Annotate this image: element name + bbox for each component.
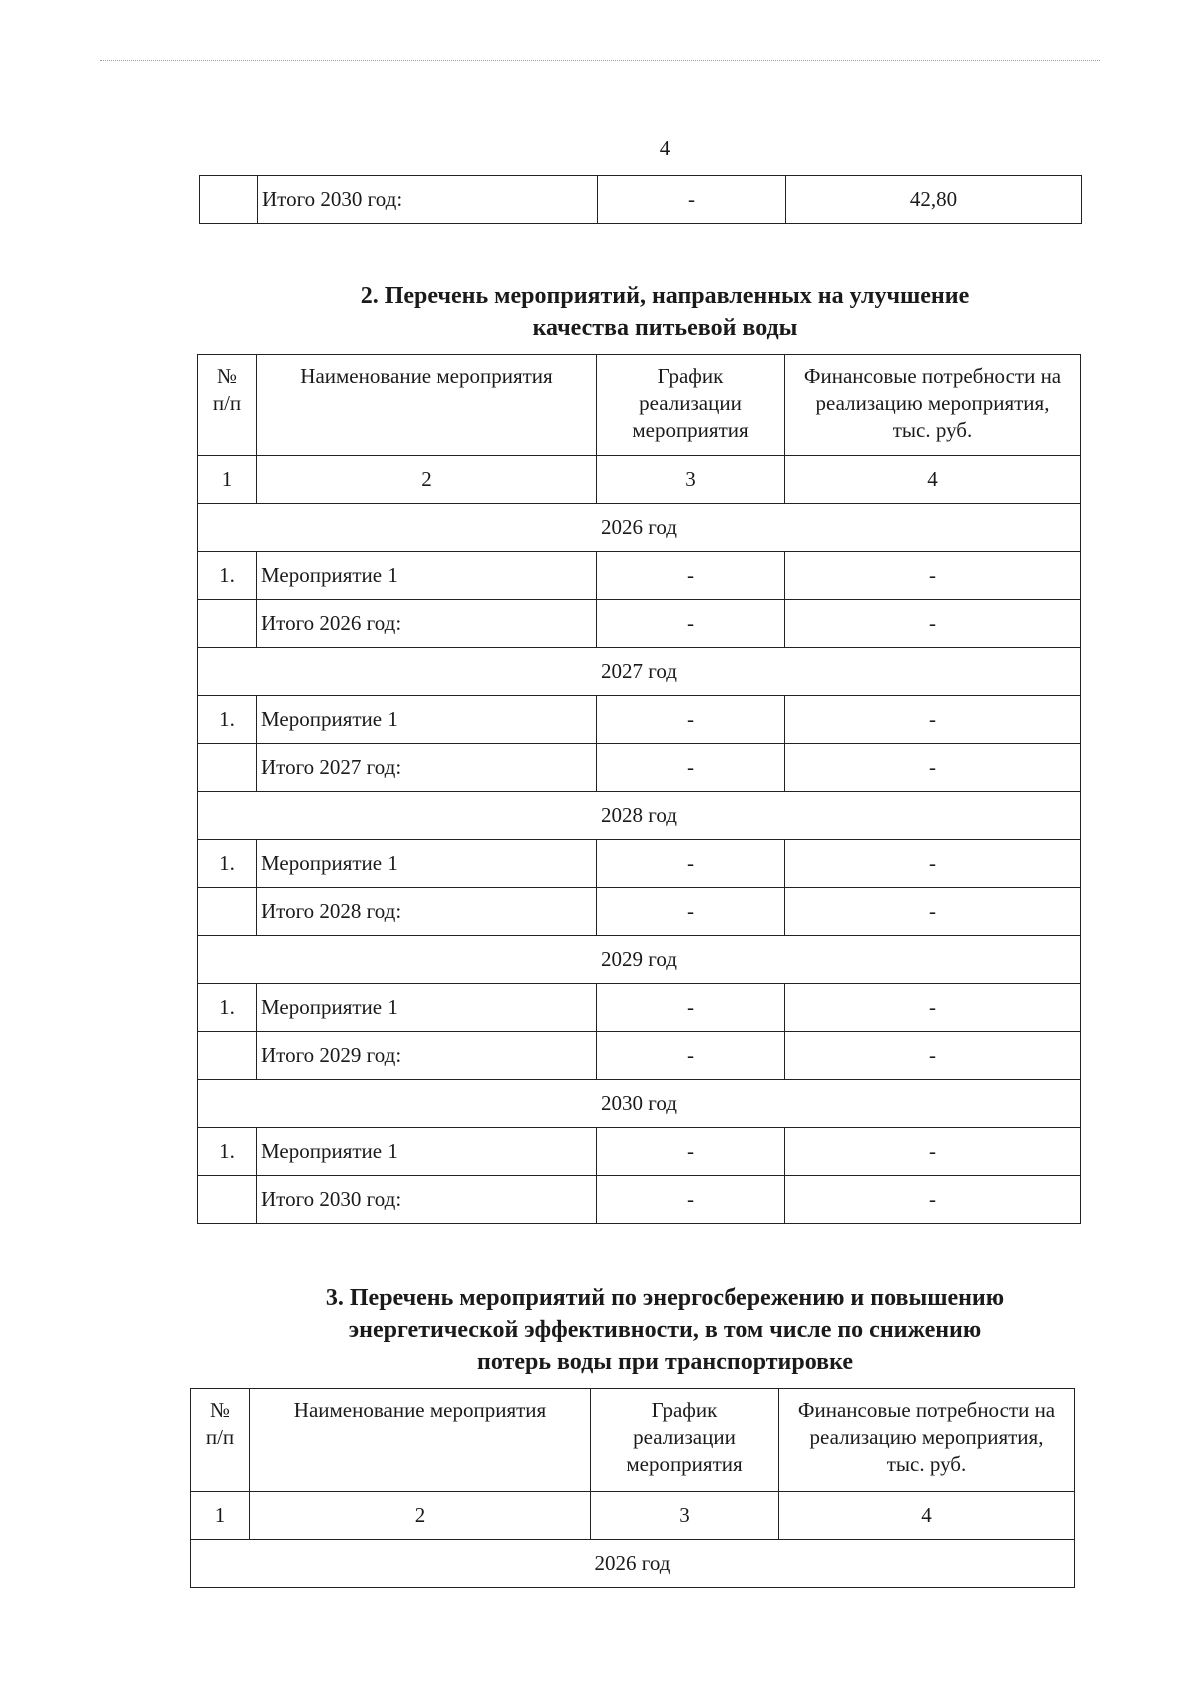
cell-no: 1. — [198, 984, 257, 1032]
cell-finance: - — [785, 888, 1081, 936]
column-number: 2 — [250, 1492, 591, 1540]
table-header-row — [191, 1389, 1075, 1492]
cell-finance: 42,80 — [786, 176, 1082, 224]
page-number: 4 — [659, 136, 671, 160]
year-label: 2028 год — [198, 792, 1081, 840]
total-row — [198, 1032, 1081, 1080]
column-number: 3 — [597, 456, 785, 504]
cell-no: 1. — [198, 696, 257, 744]
section2-title-line2: качества питьевой воды — [532, 315, 798, 341]
cell-no — [200, 176, 258, 224]
cell-name: Мероприятие 1 — [257, 696, 597, 744]
cell-schedule: - — [597, 984, 785, 1032]
year-label: 2030 год — [198, 1080, 1081, 1128]
total-label: Итого 2028 год: — [257, 888, 597, 936]
cell-schedule: - — [597, 1032, 785, 1080]
cell-schedule: - — [597, 600, 785, 648]
cell-name: Мероприятие 1 — [257, 552, 597, 600]
column-number-row — [198, 456, 1081, 504]
header-schedule-line3: мероприятия — [632, 418, 749, 442]
year-row-2028 — [198, 792, 1081, 840]
header-no-line2: п/п — [205, 1425, 235, 1449]
column-number: 4 — [779, 1492, 1075, 1540]
total-row — [198, 744, 1081, 792]
cell-schedule: - — [598, 176, 786, 224]
section2-title-line1: 2. Перечень мероприятий, направленных на улучшение — [360, 283, 970, 309]
year-row-2026 — [198, 504, 1081, 552]
cell-no: 1. — [198, 1128, 257, 1176]
cell-no: 1. — [198, 552, 257, 600]
section3-title — [0, 1282, 1200, 1378]
scan-edge-line — [100, 60, 1100, 61]
section3-title-line3: потерь воды при транспортировке — [477, 1349, 853, 1375]
header-schedule — [591, 1389, 779, 1492]
year-label: 2026 год — [198, 504, 1081, 552]
table-row — [198, 840, 1081, 888]
year-label: 2026 год — [191, 1540, 1075, 1588]
year-row-2027 — [198, 648, 1081, 696]
section3-title-line1: 3. Перечень мероприятий по энергосбережению и повышению — [325, 1285, 1005, 1311]
cell-no — [198, 744, 257, 792]
header-schedule — [597, 355, 785, 456]
carryover-table — [199, 175, 1082, 224]
cell-finance: - — [785, 840, 1081, 888]
cell-schedule: - — [597, 1128, 785, 1176]
section3-table — [190, 1388, 1075, 1588]
total-row — [198, 600, 1081, 648]
header-finance-line2: реализацию мероприятия, — [809, 1425, 1044, 1449]
section3-title-line2: энергетической эффективности, в том числе по снижению — [348, 1317, 982, 1343]
cell-no — [198, 1176, 257, 1224]
header-no-line1: № — [209, 1398, 231, 1422]
cell-finance: - — [785, 696, 1081, 744]
cell-schedule: - — [597, 1176, 785, 1224]
table-row — [198, 1128, 1081, 1176]
table-row — [198, 552, 1081, 600]
header-finance-line3: тыс. руб. — [892, 418, 973, 442]
table-row — [198, 984, 1081, 1032]
total-row — [198, 1176, 1081, 1224]
header-schedule-line2: реализации — [633, 1425, 736, 1449]
cell-finance: - — [785, 744, 1081, 792]
header-finance — [785, 355, 1081, 456]
column-number: 3 — [591, 1492, 779, 1540]
cell-finance: - — [785, 984, 1081, 1032]
cell-finance: - — [785, 552, 1081, 600]
cell-name: Итого 2030 год: — [258, 176, 598, 224]
cell-finance: - — [785, 1032, 1081, 1080]
table-row — [198, 696, 1081, 744]
column-number-row — [191, 1492, 1075, 1540]
year-row-2026 — [191, 1540, 1075, 1588]
section2-table — [197, 354, 1081, 1224]
year-label: 2029 год — [198, 936, 1081, 984]
header-finance-line3: тыс. руб. — [886, 1452, 967, 1476]
cell-finance: - — [785, 1128, 1081, 1176]
column-number: 4 — [785, 456, 1081, 504]
year-row-2030 — [198, 1080, 1081, 1128]
cell-schedule: - — [597, 744, 785, 792]
cell-finance: - — [785, 600, 1081, 648]
total-label: Итого 2026 год: — [257, 600, 597, 648]
cell-schedule: - — [597, 840, 785, 888]
total-label: Итого 2030 год: — [257, 1176, 597, 1224]
cell-name: Мероприятие 1 — [257, 840, 597, 888]
cell-no — [198, 1032, 257, 1080]
column-number: 1 — [198, 456, 257, 504]
header-finance-line1: Финансовые потребности на — [797, 1398, 1056, 1422]
header-schedule-line3: мероприятия — [626, 1452, 743, 1476]
header-no — [191, 1389, 250, 1492]
cell-no: 1. — [198, 840, 257, 888]
column-number: 1 — [191, 1492, 250, 1540]
total-label: Итого 2027 год: — [257, 744, 597, 792]
total-label: Итого 2029 год: — [257, 1032, 597, 1080]
header-no-line1: № — [216, 364, 238, 388]
header-name: Наименование мероприятия — [250, 1389, 591, 1492]
table-header-row — [198, 355, 1081, 456]
year-label: 2027 год — [198, 648, 1081, 696]
header-finance-line1: Финансовые потребности на — [803, 364, 1062, 388]
header-no — [198, 355, 257, 456]
cell-no — [198, 888, 257, 936]
column-number: 2 — [257, 456, 597, 504]
cell-schedule: - — [597, 552, 785, 600]
header-schedule-line2: реализации — [639, 391, 742, 415]
header-schedule-line1: График — [651, 1398, 718, 1422]
header-schedule-line1: График — [657, 364, 724, 388]
header-no-line2: п/п — [212, 391, 242, 415]
header-finance — [779, 1389, 1075, 1492]
cell-schedule: - — [597, 696, 785, 744]
cell-name: Мероприятие 1 — [257, 984, 597, 1032]
year-row-2029 — [198, 936, 1081, 984]
section2-title — [0, 280, 1200, 344]
cell-finance: - — [785, 1176, 1081, 1224]
header-name: Наименование мероприятия — [257, 355, 597, 456]
cell-name: Мероприятие 1 — [257, 1128, 597, 1176]
header-finance-line2: реализацию мероприятия, — [815, 391, 1050, 415]
table-row — [200, 176, 1082, 224]
cell-schedule: - — [597, 888, 785, 936]
total-row — [198, 888, 1081, 936]
cell-no — [198, 600, 257, 648]
